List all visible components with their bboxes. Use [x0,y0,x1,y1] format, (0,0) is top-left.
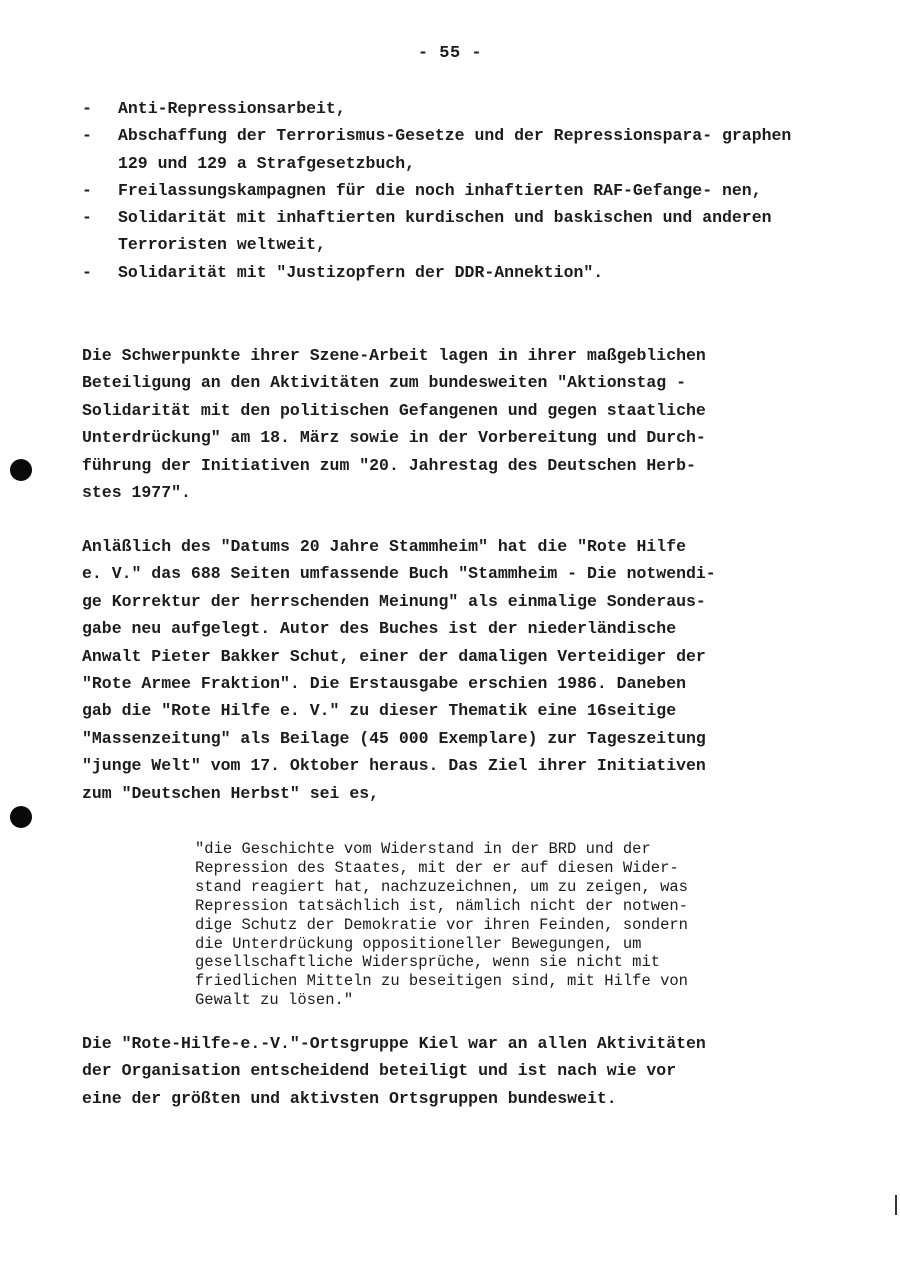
bullet-dash: - [82,180,92,200]
punch-hole-icon [10,806,32,828]
bullet-dash: - [82,262,92,282]
list-item [82,122,802,177]
list-item [82,204,802,259]
bullet-dash: - [82,208,92,228]
bullet-list [82,95,802,286]
list-item [82,259,802,286]
list-item-text: Abschaffung der Terrorismus-Gesetze und der Repressionspara- graphen 129 und 129 a Strafgesetzbuch, [118,126,792,173]
list-item-text: Freilassungskampagnen für die noch inhaftierten RAF-Gefange- nen, [118,180,762,200]
bullet-dash: - [82,126,92,146]
list-item [82,95,802,122]
paragraph-schwerpunkte: Die Schwerpunkte ihrer Szene-Arbeit lagen in ihrer maßgeblichen Beteiligung an den Aktivitäten zum bundesweiten "Aktionstag - Solidarität mit den politischen Gefangenen und gegen staatliche Unterdrückung" am 18. März sowie in der Vorbereitung und Durch- führung der Initiativen zum "20. Jahrestag des Deutschen Herb- stes 1977". [82,346,706,503]
page-number: - 55 - [417,44,483,63]
list-item [82,177,802,204]
list-item-text: Anti-Repressionsarbeit, [118,99,346,118]
paragraph-ortsgruppe-kiel: Die "Rote-Hilfe-e.-V."-Ortsgruppe Kiel war an allen Aktivitäten der Organisation entscheidend beteiligt und ist nach wie vor eine der größten und aktivsten Ortsgruppen bundesweit. [82,1034,706,1108]
punch-hole-icon [10,459,32,481]
scan-edge-mark [895,1195,897,1215]
bullet-dash: - [82,99,92,118]
list-item-text: Solidarität mit "Justizopfern der DDR-Annektion". [118,262,604,282]
block-quote: "die Geschichte vom Widerstand in der BRD und der Repression des Staates, mit der er auf diesen Wider- stand reagiert hat, nachzuzeichnen, um zu zeigen, was Repression tatsächlich ist, nämlich nicht der notwen- dige Schutz der Demokratie vor ihren Feinden, sondern die Unterdrückung oppositioneller Bewegungen, um gesellschaftliche Widersprüche, wenn sie nicht mit friedlichen Mitteln zu beseitigen sind, mit Hilfe von Gewalt zu lösen." [195,840,688,1010]
list-item-text: Solidarität mit inhaftierten kurdischen und baskischen und anderen Terroristen weltweit, [118,208,772,255]
paragraph-stammheim: Anläßlich des "Datums 20 Jahre Stammheim" hat die "Rote Hilfe e. V." das 688 Seiten umfassende Buch "Stammheim - Die notwendi- ge Korrektur der herrschenden Meinung" als einmalige Sonderaus- gabe neu aufgelegt. Autor des Buches ist der niederländische Anwalt Pieter Bakker Schut, einer der damaligen Verteidiger der "Rote Armee Fraktion". Die Erstausgabe erschien 1986. Daneben gab die "Rote Hilfe e. V." zu dieser Thematik eine 16seitige "Massenzeitung" als Beilage (45 000 Exemplare) zur Tageszeitung "junge Welt" vom 17. Oktober heraus. Das Ziel ihrer Initiativen zum "Deutschen Herbst" sei es, [82,537,716,803]
